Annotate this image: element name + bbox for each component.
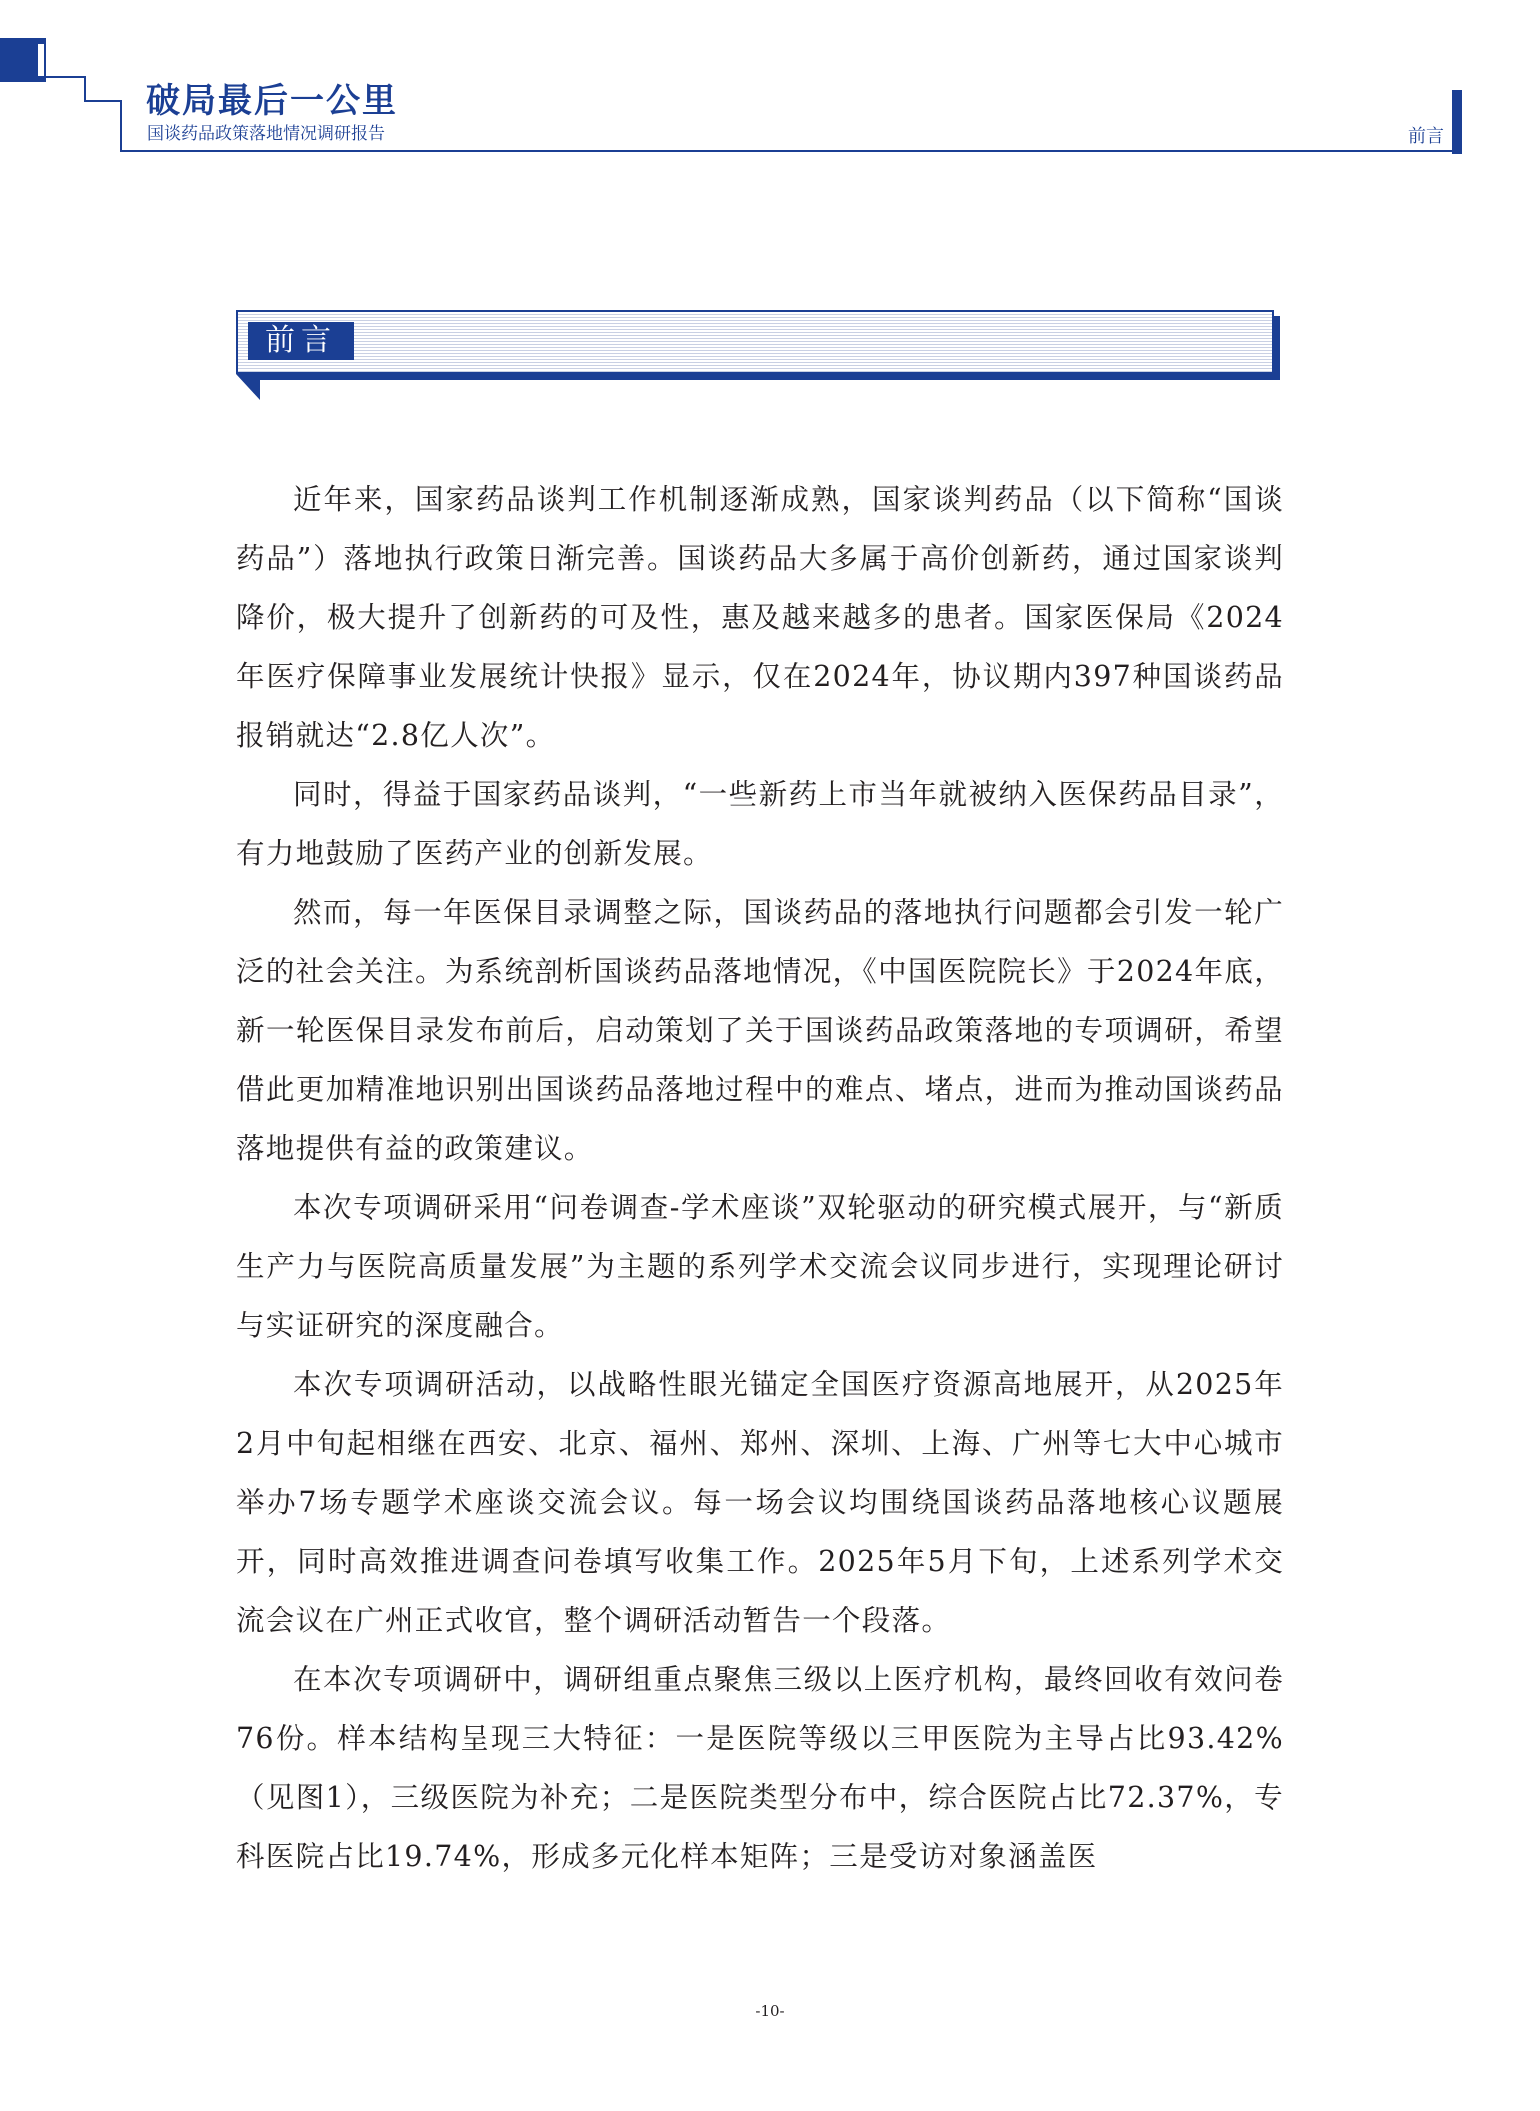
- section-banner: [236, 310, 1274, 374]
- paragraph: 本次专项调研采用“问卷调查-学术座谈”双轮驱动的研究模式展开，与“新质生产力与医院高质量发展”为主题的系列学术交流会议同步进行，实现理论研讨与实证研究的深度融合。: [236, 1191, 1284, 1342]
- header-step-line-1: [46, 76, 84, 78]
- header-step-line-3: [84, 100, 122, 102]
- section-banner-tail: [236, 374, 260, 400]
- header-step-line-2: [84, 76, 86, 102]
- paragraph: 在本次专项调研中，调研组重点聚焦三级以上医疗机构，最终回收有效问卷76份。样本结构呈现三大特征：一是医院等级以三甲医院为主导占比93.42%（见图1），三级医院为补充；二是医院类型分布中，综合医院占比72.37%，专科医院占比19.74%，形成多元化样本矩阵；三是受访对象涵盖医: [236, 1663, 1284, 1873]
- report-title: 破局最后一公里: [146, 81, 398, 121]
- paragraph: 然而，每一年医保目录调整之际，国谈药品的落地执行问题都会引发一轮广泛的社会关注。为系统剖析国谈药品落地情况，《中国医院院长》于2024年底，新一轮医保目录发布前后，启动策划了关于国谈药品政策落地的专项调研，希望借此更加精准地识别出国谈药品落地过程中的难点、堵点，进而为推动国谈药品落地提供有益的政策建议。: [236, 896, 1284, 1165]
- section-heading: 前言: [248, 322, 354, 360]
- paragraph: 近年来，国家药品谈判工作机制逐渐成熟，国家谈判药品（以下简称“国谈药品”）落地执行政策日渐完善。国谈药品大多属于高价创新药，通过国家谈判降价，极大提升了创新药的可及性，惠及越来越多的患者。国家医保局《2024年医疗保障事业发展统计快报》显示，仅在2024年，协议期内397种国谈药品报销就达“2.8亿人次”。: [236, 483, 1284, 752]
- paragraph: 本次专项调研活动，以战略性眼光锚定全国医疗资源高地展开，从2025年2月中旬起相继在西安、北京、福州、郑州、深圳、上海、广州等七大中心城市举办7场专题学术座谈交流会议。每一场会议均围绕国谈药品落地核心议题展开，同时高效推进调查问卷填写收集工作。2025年5月下旬，上述系列学术交流会议在广州正式收官，整个调研活动暂告一个段落。: [236, 1368, 1284, 1637]
- header-rule: [120, 150, 1452, 152]
- page-number: -10-: [755, 2002, 785, 2020]
- report-subtitle: 国谈药品政策落地情况调研报告: [147, 124, 385, 144]
- body-text: [236, 470, 1284, 1886]
- paragraph: 同时，得益于国家药品谈判，“一些新药上市当年就被纳入医保药品目录”，有力地鼓励了医药产业的创新发展。: [236, 778, 1284, 870]
- header-corner-notch: [38, 44, 44, 76]
- running-section-title: 前言: [1408, 126, 1444, 147]
- header-step-line-4: [120, 100, 122, 152]
- header-accent-bar: [1452, 90, 1462, 154]
